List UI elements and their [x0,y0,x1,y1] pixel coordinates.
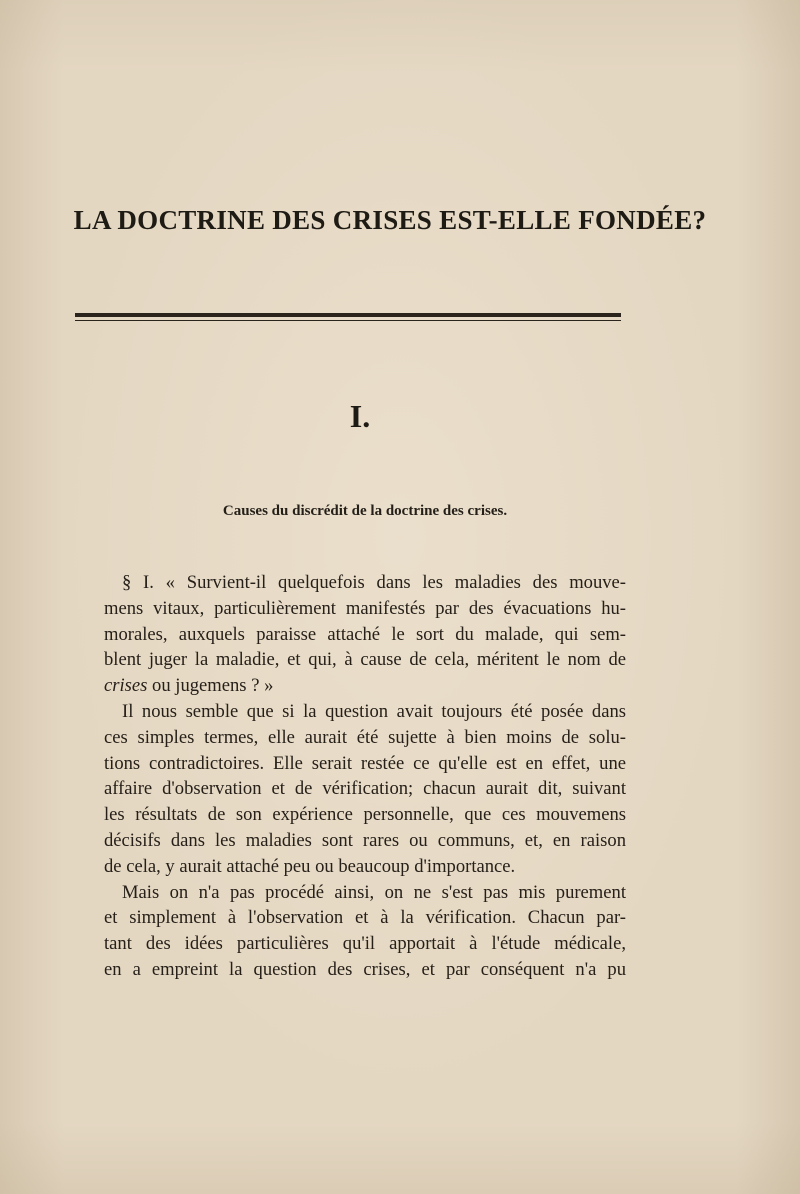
text-line: mens vitaux, particulièrement manifestés par des évacuations hu- [104,597,626,619]
text-line: les résultats de son expérience personnelle, que ces mouvemens [104,804,626,826]
text-line: Il nous semble que si la question avait toujours été posée dans [122,700,626,722]
body-text [104,570,626,983]
section-subtitle: Causes du discrédit de la doctrine des crises. [222,503,508,519]
text-line: § I. « Survient-il quelquefois dans les maladies des mouve- [122,572,626,593]
text-line: tant des idées particulières qu'il apportait à l'étude médicale, [104,933,626,955]
chapter-title: LA DOCTRINE DES CRISES EST-ELLE FONDÉE? [73,205,707,235]
show-through-text [120,160,125,181]
text-line [104,673,626,699]
text-line: morales, auxquels paraisse attaché le sort du malade, qui sem- [104,623,626,645]
text-line: blent juger la maladie, et qui, à cause de cela, méritent le nom de [104,649,626,671]
text-line: ces simples termes, elle aurait été sujette à bien moins de solu- [104,726,626,748]
text-line: décisifs dans les maladies sont rares ou communs, et, en raison [104,829,626,851]
text-line: et simplement à l'observation et à la vérification. Chacun par- [104,907,626,929]
paragraph-3 [104,880,626,983]
text-line: tions contradictoires. Elle serait restée ce qu'elle est en effet, une [104,752,626,774]
paragraph-2 [104,699,626,880]
italic-term: crises [104,675,148,697]
section-number: I. [349,398,371,434]
text-fragment: ou jugemens ? » [147,675,274,697]
text-line: de cela, y aurait attaché peu ou beaucoup d'importance. [104,855,516,877]
text-line: en a empreint la question des crises, et par conséquent n'a pu [104,958,626,980]
title-rule-thick [75,313,621,317]
paragraph-1 [104,570,626,699]
title-rule-thin [75,320,621,321]
text-line: affaire d'observation et de vérification; chacun aurait dit, suivant [104,778,626,800]
text-line: Mais on n'a pas procédé ainsi, on ne s'est pas mis purement [122,881,626,903]
